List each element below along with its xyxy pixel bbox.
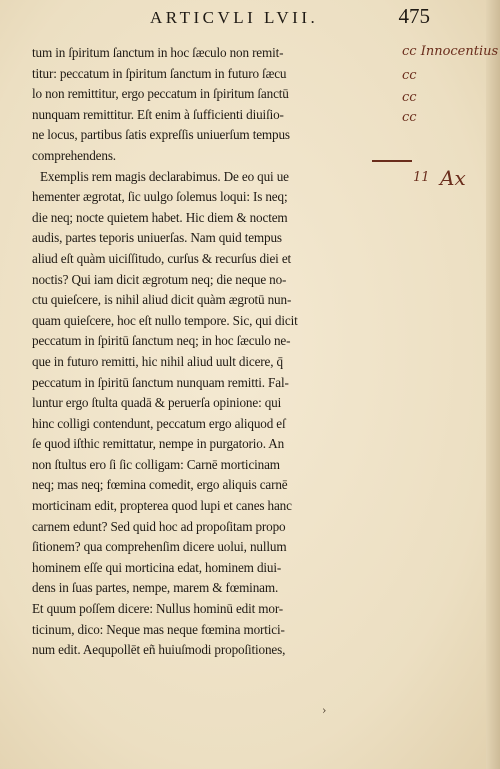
text-line: ticinum, dico: Neque mas neque fœmina mortici- bbox=[32, 621, 285, 637]
text-line: lo non remittitur, ergo peccatum in ſpiritum ſanctū bbox=[32, 86, 289, 102]
text-line: ſitionem? qua comprehenſim dicere uolui, nullum bbox=[32, 539, 287, 555]
text-line: hinc colligi contendunt, peccatum ergo aliquod eſ bbox=[32, 415, 286, 431]
text-line: neq; mas neq; fœmina comedit, ergo aliquis carnē bbox=[32, 477, 288, 493]
text-line: audis, partes teporis uniuerſas. Nam quid tempus bbox=[32, 230, 282, 246]
text-line: hominem eſſe qui morticina edat, hominem diui- bbox=[32, 559, 282, 575]
text-line: luntur ergo ſtulta quadā & peruerſa opinione: qui bbox=[32, 395, 282, 411]
text-line: num edit. Aequpollēt eñ huiuſmodi propoſitiones, bbox=[32, 642, 286, 658]
marginal-note: 11 bbox=[413, 170, 430, 185]
text-line: peccatum in ſpiritū ſanctum neq; in hoc ſæculo ne- bbox=[32, 333, 291, 349]
text-line: tum in ſpiritum ſanctum in hoc ſæculo non remit- bbox=[32, 45, 284, 60]
text-line: nunquam remittitur. Eſt enim à ſufficienti diuiſio- bbox=[32, 106, 284, 122]
marginal-note: cc Innocentius bbox=[402, 44, 499, 59]
marginal-rule bbox=[372, 160, 412, 162]
text-line: ſe quod iſthic remittatur, nempe in purgatorio. An bbox=[32, 436, 285, 452]
text-line: carnem edunt? Sed quid hoc ad propoſitam propo bbox=[32, 518, 286, 534]
marginal-note: cc bbox=[402, 68, 417, 83]
marginal-note: cc bbox=[402, 110, 417, 125]
running-title: ARTICVLI LVII. bbox=[150, 8, 319, 27]
text-line: que in futuro remitti, hic nihil aliud uult dicere, q̄ bbox=[32, 353, 283, 369]
text-line: titur: peccatum in ſpiritum ſanctum in futuro ſæcu bbox=[32, 65, 287, 81]
text-line: morticinam edit, propterea quod lupi et canes hanc bbox=[32, 498, 292, 514]
running-head bbox=[150, 4, 430, 30]
text-line: peccatum in ſpiritū ſanctum nunquam remitti. Fal- bbox=[32, 374, 289, 390]
page-number: 475 bbox=[398, 4, 430, 28]
text-line: Et quum poſſem dicere: Nullus hominū edit mor- bbox=[32, 601, 284, 617]
text-line: dens in ſuas partes, nempe, marem & fœminam. bbox=[32, 580, 279, 596]
text-line: noctis? Qui iam dicit ægrotum neq; die neque no- bbox=[32, 271, 287, 287]
marginal-note: Ax bbox=[440, 166, 466, 190]
marginal-note: cc bbox=[402, 90, 417, 105]
footer-mark: › bbox=[322, 704, 327, 717]
text-line: non ſtultus ero ſi ſic colligam: Carnē morticinam bbox=[32, 456, 280, 472]
text-line: die neq; nocte quietem habet. Hic diem & noctem bbox=[32, 209, 288, 225]
page-gutter bbox=[486, 0, 500, 769]
text-line: aliud eſt quàm uiciſſitudo, curſus & recurſus diei et bbox=[32, 250, 292, 266]
text-line: Exemplis rem magis declarabimus. De eo qui ue bbox=[40, 168, 289, 184]
text-line: hementer ægrotat, ſic uulgo ſolemus loqui: Is neq; bbox=[32, 189, 288, 205]
text-line: ctu quieſcere, is nihil aliud dicit quàm ægrotū nun- bbox=[32, 292, 292, 308]
body-text bbox=[32, 43, 404, 661]
text-line: comprehendens. bbox=[32, 147, 116, 163]
text-line: ne locus, partibus ſatis expreſſis uniuerſum tempus bbox=[32, 127, 290, 143]
text-line: quam quieſcere, hoc eſt nullo tempore. Sic, qui dicit bbox=[32, 312, 298, 328]
